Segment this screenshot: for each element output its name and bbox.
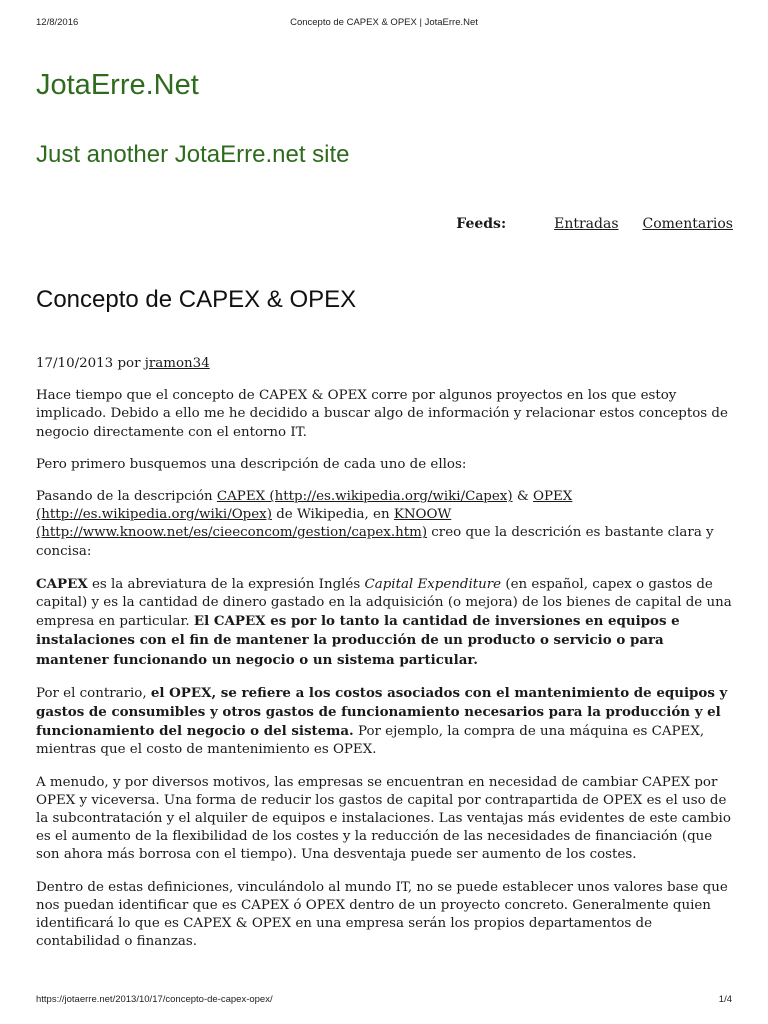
print-url: https://jotaerre.net/2013/10/17/concepto-de-capex-opex/ [36, 994, 273, 1005]
paragraph-capex: CAPEX es la abreviatura de la expresión Inglés Capital Expenditure (en español, capex o gastos de capital) y es la cantidad de dinero gastado en la adquisición (o mejora) de los bienes de capital de una empresa en particular. El CAPEX es por lo tanto la cantidad de inversiones en equipos e instalaciones con el fin de mantener la producción de un producto o servicio o para mantener funcionando un negocio o un sistema particular. [36, 575, 732, 668]
feeds-entries-link[interactable]: Entradas [554, 216, 619, 232]
print-page-number: 1/4 [718, 994, 732, 1005]
paragraph-opex: Por el contrario, el OPEX, se refiere a los costos asociados con el mantenimiento de equipos y gastos de consumibles y otros gastos de funcionamiento necesarios para la producción y el funcionamiento del negocio o del sistema. Por ejemplo, la compra de una máquina es CAPEX, mientras que el costo de mantenimiento es OPEX. [36, 684, 728, 758]
site-title[interactable]: JotaErre.Net [36, 69, 199, 101]
print-footer [36, 994, 732, 1008]
post-meta: 17/10/2013 por jramon34 [36, 356, 210, 371]
capex-wikipedia-link[interactable]: CAPEX (http://es.wikipedia.org/wiki/Capex) [216, 489, 513, 505]
paragraph-it: Dentro de estas definiciones, vinculándolo al mundo IT, no se puede establecer unos valores base que nos puedan identificar que es CAPEX ó OPEX dentro de un proyecto concreto. Generalmente quien identificará lo que es CAPEX & OPEX en una empresa serán los propios departamentos de contabilidad o finanzas. [36, 879, 728, 950]
feeds-label: Feeds: [456, 216, 507, 232]
print-page-title: Concepto de CAPEX & OPEX | JotaErre.Net [290, 17, 478, 28]
paragraph-intro: Hace tiempo que el concepto de CAPEX & OPEX corre por algunos proyectos en los que estoy implicado. Debido a ello me he decidido a buscar algo de información y relacionar estos conceptos de negocio directamente con el entorno IT. [36, 388, 728, 440]
paragraph-sources: Pasando de la descripción CAPEX (http://es.wikipedia.org/wiki/Capex) & OPEX (http://es.wikipedia.org/wiki/Opex) de Wikipedia, en KNOOW (http://www.knoow.net/es/cieeconcom/gestion/capex.htm) creo que la descrición es bastante clara y concisa: [36, 489, 714, 559]
post-author-link[interactable]: jramon34 [144, 356, 210, 371]
site-description: Just another JotaErre.net site [36, 141, 350, 168]
post-date: 17/10/2013 [36, 356, 114, 371]
feeds-comments-link[interactable]: Comentarios [642, 216, 733, 232]
knoow-link[interactable]: KNOOW (http://www.knoow.net/es/cieeconcom/gestion/capex.htm) [36, 507, 452, 541]
opex-wikipedia-link[interactable]: OPEX (http://es.wikipedia.org/wiki/Opex) [36, 489, 573, 523]
feeds-bar [456, 214, 733, 234]
print-date: 12/8/2016 [36, 17, 79, 28]
post-content [36, 355, 736, 965]
print-header [36, 17, 732, 31]
paragraph-lead: Pero primero busquemos una descripción de cada uno de ellos: [36, 456, 467, 472]
paragraph-change: A menudo, y por diversos motivos, las empresas se encuentran en necesidad de cambiar CAPEX por OPEX y viceversa. Una forma de reducir los gastos de capital por contrapartida de OPEX es el uso de la subcontratación y el alquiler de equipos e instalaciones. Las ventajas más evidentes de este cambio es el aumento de la flexibilidad de los costes y la reducción de las necesidades de financiación (que son ahora más borrosa con el tiempo). Una desventaja puede ser aumento de los costes. [36, 774, 731, 863]
post-title: Concepto de CAPEX & OPEX [36, 286, 357, 313]
